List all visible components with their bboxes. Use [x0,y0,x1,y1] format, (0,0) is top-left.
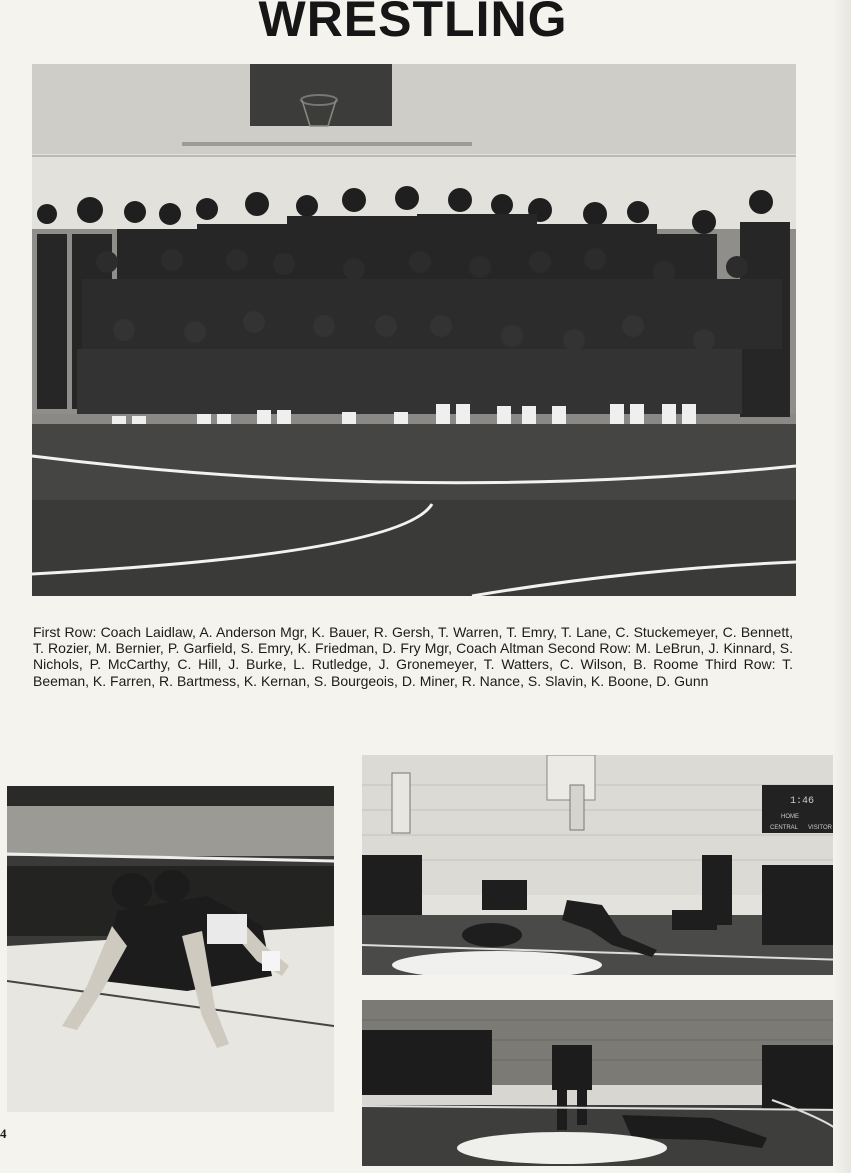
scoreboard-team-label: CENTRAL [769,825,799,831]
gym-match-photo [362,755,847,975]
referee-match-photo [362,1000,847,1166]
wrestlers-closeup-photo [7,786,334,1112]
page-edge-shadow [833,0,851,1173]
scoreboard-visitor-label: VISITOR [808,825,832,831]
page-number: 4 [0,1126,7,1141]
page-title: WRESTLING [258,0,568,47]
team-caption: First Row: Coach Laidlaw, A. Anderson Mgr, K. Bauer, R. Gersh, T. Warren, T. Emry, T. Lane, C. Stuckemeyer, C. Bennett, T. Rozier, M. Bernier, P. Garfield, S. Emry, K. Friedman, D. Fry Mgr, Coach Altman Second Row: M. LeBrun, J. Kinnard, S. Nichols, P. McCarthy, C. Hill, J. Burke, L. Rutledge, J. Gronemeyer, T. Watters, C. Wilson, B. Roome Third Row: T. Beeman, K. Farren, R. Bartmess, K. Kernan, S. Bourgeois, D. Miner, R. Nance, S. Slavin, K. Boone, D. Gunn [33,624,793,689]
scoreboard-home-label: HOME [781,814,799,820]
scoreboard-clock: 1:46 [789,796,815,807]
team-photo [32,64,796,596]
